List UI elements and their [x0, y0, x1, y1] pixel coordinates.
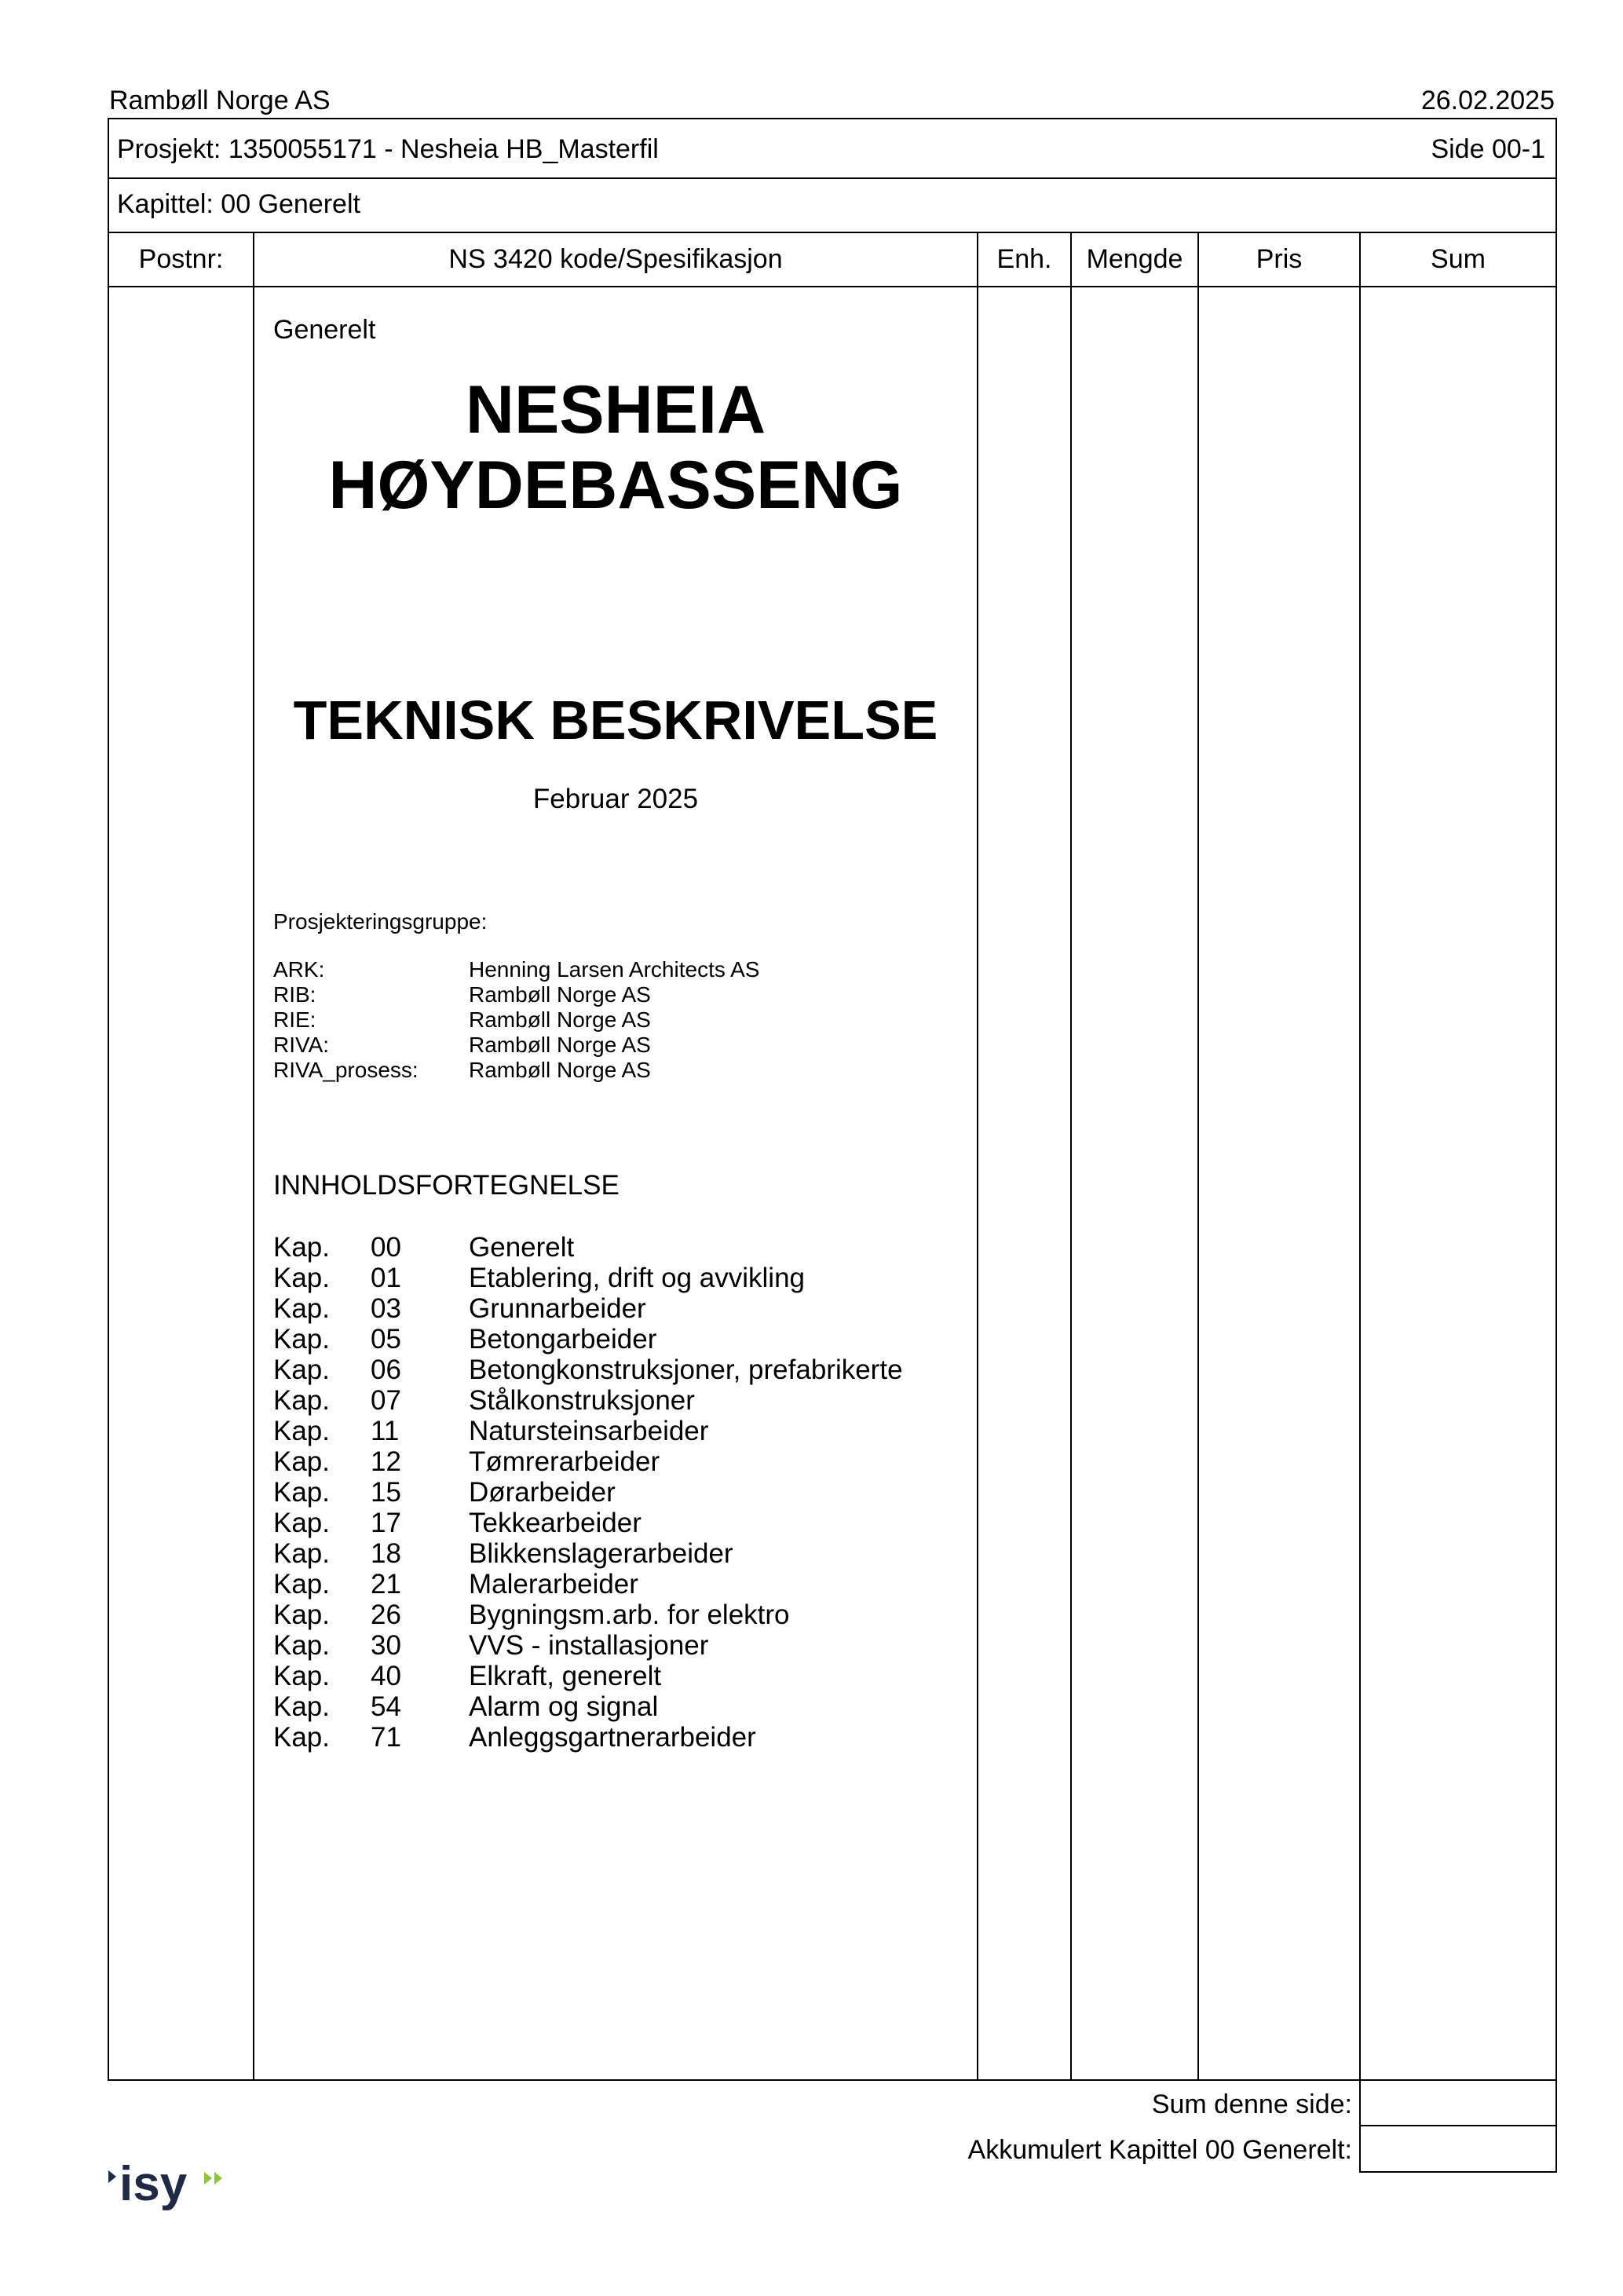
group-row: [273, 1033, 964, 1058]
title-line-2: HØYDEBASSENG: [328, 448, 903, 523]
toc-chapter-title: Betongkonstruksjoner, prefabrikerte: [469, 1355, 903, 1385]
column-header-postnr: Postnr:: [138, 244, 224, 274]
toc-chapter-number: 54: [371, 1691, 401, 1722]
isy-logo-mark: [107, 2161, 240, 2224]
company-name: Rambøll Norge AS: [109, 86, 331, 115]
sum-accumulated-label: Akkumulert Kapittel 00 Generelt:: [967, 2135, 1352, 2165]
toc-kap-label: Kap.: [273, 1416, 330, 1446]
group-row: [273, 957, 964, 982]
isy-logo: [107, 2161, 240, 2224]
toc-row: [273, 1661, 964, 1691]
toc-row: [273, 1508, 964, 1538]
group-heading: Prosjekteringsgruppe:: [273, 909, 488, 934]
toc-kap-label: Kap.: [273, 1385, 330, 1416]
toc-row: [273, 1263, 964, 1293]
toc-chapter-number: 40: [371, 1661, 401, 1691]
toc-row: [273, 1324, 964, 1355]
toc-chapter-number: 30: [371, 1630, 401, 1661]
column-header-quantity: Mengde: [1086, 244, 1183, 274]
toc-chapter-title: Malerarbeider: [469, 1569, 638, 1600]
column-header-spec: NS 3420 kode/Spesifikasjon: [448, 244, 783, 274]
chapter-label: Kapittel: 00 Generelt: [117, 189, 360, 219]
sum-accumulated-value: [1361, 2126, 1555, 2171]
toc-chapter-title: Blikkenslagerarbeider: [469, 1538, 733, 1569]
toc-row: [273, 1538, 964, 1569]
group-role: RIE:: [273, 1007, 316, 1032]
header-date: 26.02.2025: [1420, 86, 1555, 115]
column-header-sum: Sum: [1431, 244, 1486, 274]
toc-kap-label: Kap.: [273, 1691, 330, 1722]
project-label: Prosjekt: 1350055171 - Nesheia HB_Masterfil: [117, 134, 659, 164]
toc-row: [273, 1477, 964, 1508]
group-row: [273, 1007, 964, 1033]
group-role: RIVA:: [273, 1033, 330, 1057]
toc-kap-label: Kap.: [273, 1263, 330, 1293]
toc-kap-label: Kap.: [273, 1232, 330, 1263]
toc-chapter-number: 12: [371, 1446, 401, 1477]
toc-kap-label: Kap.: [273, 1324, 330, 1355]
toc-chapter-title: Elkraft, generelt: [469, 1661, 662, 1691]
toc-kap-label: Kap.: [273, 1293, 330, 1324]
group-company: Rambøll Norge AS: [469, 1058, 651, 1082]
toc-row: [273, 1232, 964, 1263]
toc-chapter-number: 01: [371, 1263, 401, 1293]
toc-chapter-number: 05: [371, 1324, 401, 1355]
toc-chapter-title: Dørarbeider: [469, 1477, 616, 1508]
page-number: Side 00-1: [1431, 134, 1545, 164]
toc-chapter-title: Stålkonstruksjoner: [469, 1385, 695, 1416]
toc-row: [273, 1355, 964, 1385]
table-of-contents: [273, 1232, 964, 1753]
toc-kap-label: Kap.: [273, 1508, 330, 1538]
toc-chapter-title: Tekkearbeider: [469, 1508, 642, 1538]
toc-chapter-title: Etablering, drift og avvikling: [469, 1263, 805, 1293]
group-company: Henning Larsen Architects AS: [469, 957, 760, 982]
toc-chapter-number: 06: [371, 1355, 401, 1385]
toc-row: [273, 1416, 964, 1446]
group-row: [273, 982, 964, 1007]
toc-chapter-title: Bygningsm.arb. for elektro: [469, 1600, 790, 1630]
document-date: Februar 2025: [532, 784, 699, 814]
document-title: [254, 372, 977, 523]
toc-chapter-number: 26: [371, 1600, 401, 1630]
toc-chapter-title: Generelt: [469, 1232, 575, 1263]
toc-chapter-number: 03: [371, 1293, 401, 1324]
column-header-price: Pris: [1256, 244, 1303, 274]
toc-row: [273, 1722, 964, 1753]
group-row: [273, 1058, 964, 1083]
sum-page-value: [1361, 2081, 1555, 2125]
toc-kap-label: Kap.: [273, 1630, 330, 1661]
toc-chapter-title: Betongarbeider: [469, 1324, 657, 1355]
title-line-1: NESHEIA: [465, 372, 766, 448]
toc-chapter-title: Alarm og signal: [469, 1691, 659, 1722]
toc-row: [273, 1600, 964, 1630]
toc-chapter-number: 11: [371, 1416, 400, 1446]
group-company: Rambøll Norge AS: [469, 1007, 651, 1032]
section-label: Generelt: [273, 315, 376, 345]
toc-kap-label: Kap.: [273, 1569, 330, 1600]
project-group-list: [273, 957, 964, 1083]
toc-kap-label: Kap.: [273, 1446, 330, 1477]
document-subtitle: TEKNISK BESKRIVELSE: [293, 689, 938, 751]
toc-chapter-title: Tømrerarbeider: [469, 1446, 660, 1477]
toc-row: [273, 1569, 964, 1600]
toc-kap-label: Kap.: [273, 1722, 330, 1753]
group-role: RIB:: [273, 982, 316, 1007]
toc-chapter-number: 18: [371, 1538, 401, 1569]
toc-kap-label: Kap.: [273, 1355, 330, 1385]
toc-chapter-number: 17: [371, 1508, 401, 1538]
sum-page-label: Sum denne side:: [1151, 2089, 1352, 2119]
toc-chapter-title: Natursteinsarbeider: [469, 1416, 709, 1446]
toc-kap-label: Kap.: [273, 1600, 330, 1630]
toc-row: [273, 1630, 964, 1661]
toc-chapter-number: 15: [371, 1477, 401, 1508]
column-header-unit: Enh.: [996, 244, 1052, 274]
toc-chapter-number: 21: [371, 1569, 401, 1600]
toc-heading: INNHOLDSFORTEGNELSE: [273, 1170, 620, 1201]
group-company: Rambøll Norge AS: [469, 982, 651, 1007]
toc-chapter-title: Grunnarbeider: [469, 1293, 646, 1324]
toc-kap-label: Kap.: [273, 1538, 330, 1569]
group-role: ARK:: [273, 957, 325, 982]
isy-logo-text: isy: [119, 2161, 188, 2211]
group-company: Rambøll Norge AS: [469, 1033, 651, 1057]
toc-row: [273, 1385, 964, 1416]
toc-row: [273, 1691, 964, 1722]
toc-chapter-title: Anleggsgartnerarbeider: [469, 1722, 756, 1753]
toc-chapter-title: VVS - installasjoner: [469, 1630, 709, 1661]
toc-chapter-number: 00: [371, 1232, 401, 1263]
toc-kap-label: Kap.: [273, 1477, 330, 1508]
toc-row: [273, 1446, 964, 1477]
toc-row: [273, 1293, 964, 1324]
toc-chapter-number: 07: [371, 1385, 401, 1416]
toc-chapter-number: 71: [371, 1722, 401, 1753]
toc-kap-label: Kap.: [273, 1661, 330, 1691]
group-role: RIVA_prosess:: [273, 1058, 419, 1082]
